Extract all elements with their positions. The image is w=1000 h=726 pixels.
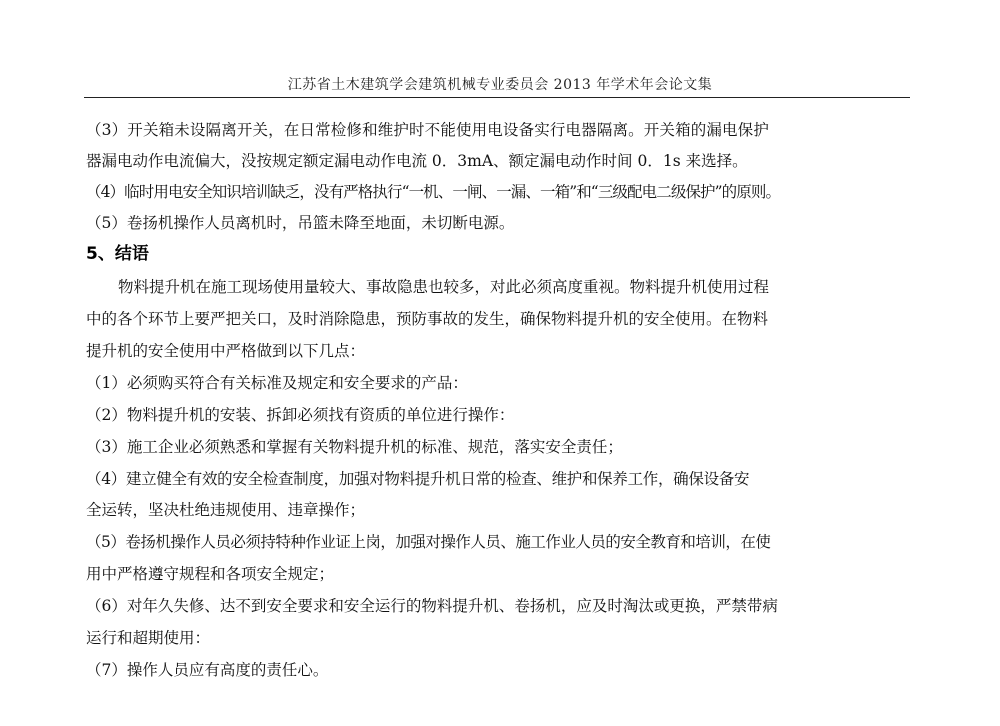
running-header: 江苏省土木建筑学会建筑机械专业委员会 2013 年学术年会论文集: [287, 77, 713, 93]
header-rule: [84, 97, 910, 98]
paragraph-line: 器漏电动作电流偏大，没按规定额定漏电动作电流 0．3mA、额定漏电动作时间 0．1s 来选择。: [86, 152, 748, 170]
paragraph-line: （4）临时用电安全知识培训缺乏，没有严格执行“一机、一闸、一漏、一箱”和“三级配电二级保护”的原则。: [86, 183, 781, 201]
list-item: （4）建立健全有效的安全检查制度，加强对物料提升机日常的检查、维护和保养工作，确保设备安: [86, 470, 750, 488]
list-item: （2）物料提升机的安装、拆卸必须找有资质的单位进行操作：: [86, 406, 515, 424]
list-item-continuation: 用中严格遵守规程和各项安全规定；: [86, 565, 335, 583]
paragraph-line: 提升机的安全使用中严格做到以下几点：: [86, 342, 366, 360]
section-title: 5、结语: [86, 244, 149, 264]
list-item-continuation: 全运转，坚决杜绝违规使用、违章操作；: [86, 501, 366, 519]
paragraph-line: （5）卷扬机操作人员离机时，吊篮未降至地面，未切断电源。: [86, 214, 515, 232]
list-item: （3）施工企业必须熟悉和掌握有关物料提升机的标准、规范，落实安全责任；: [86, 438, 623, 456]
list-item: （5）卷扬机操作人员必须持特种作业证上岗，加强对操作人员、施工作业人员的安全教育和培训，在使: [86, 533, 771, 551]
paragraph-line: 中的各个环节上要严把关口，及时消除隐患，预防事故的发生，确保物料提升机的安全使用。在物料: [86, 310, 769, 328]
list-item: （6）对年久失修、达不到安全要求和安全运行的物料提升机、卷扬机，应及时淘汰或更换，严禁带病: [86, 597, 778, 615]
paragraph-line: 物料提升机在施工现场使用量较大、事故隐患也较多，对此必须高度重视。物料提升机使用过程: [118, 278, 770, 296]
paragraph-line: （3）开关箱未设隔离开关，在日常检修和维护时不能使用电设备实行电器隔离。开关箱的漏电保护: [86, 121, 769, 139]
list-item: （1）必须购买符合有关标准及规定和安全要求的产品：: [86, 374, 468, 392]
list-item: （7）操作人员应有高度的责任心。: [86, 661, 329, 679]
list-item-continuation: 运行和超期使用：: [86, 629, 211, 647]
